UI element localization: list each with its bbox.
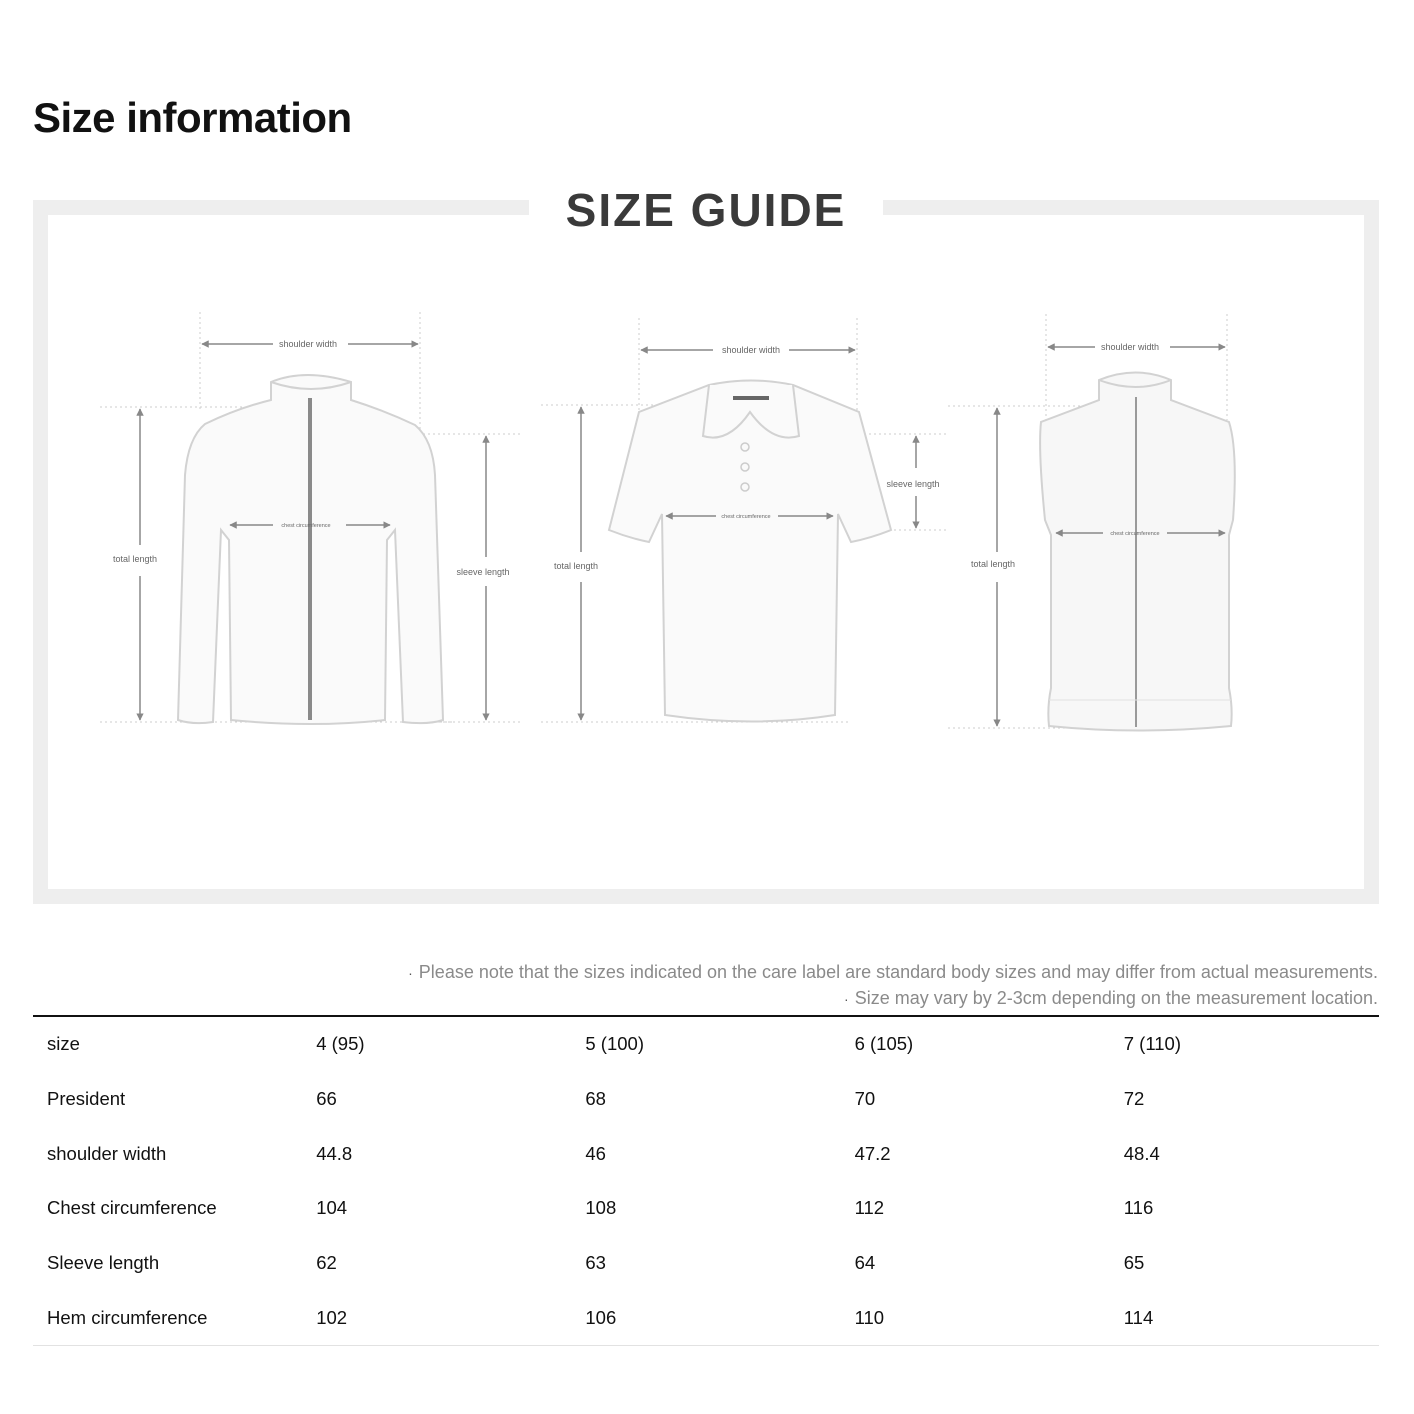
row-label: shoulder width xyxy=(47,1142,167,1164)
note-text: Please note that the sizes indicated on the care label are standard body sizes and may differ from actual measurements. xyxy=(418,962,1378,982)
table-row-sleeve-length xyxy=(33,1236,1379,1291)
row-label: Hem circumference xyxy=(47,1306,208,1328)
table-cell: 47.2 xyxy=(854,1142,891,1164)
table-cell: 7 (110) xyxy=(1123,1033,1181,1055)
row-label: Chest circumference xyxy=(47,1197,217,1219)
table-cell: 62 xyxy=(316,1252,337,1274)
table-cell: 4 (95) xyxy=(316,1033,365,1055)
table-row-shoulder-width xyxy=(33,1126,1379,1181)
jacket-shoulder-label: shoulder width xyxy=(278,339,338,349)
table-row-hem-circumference xyxy=(33,1290,1379,1345)
note-text: Size may vary by 2-3cm depending on the measurement location. xyxy=(854,988,1378,1008)
size-table xyxy=(33,1015,1379,1346)
table-cell: 112 xyxy=(854,1197,885,1219)
table-cell: 106 xyxy=(585,1306,617,1328)
vest-diagram xyxy=(948,314,1235,731)
polo-shoulder-label: shoulder width xyxy=(721,345,781,355)
vest-total-label: total length xyxy=(970,559,1016,569)
note-item: · Please note that the sizes indicated on the care label are standard body sizes and may differ from actual measurements. xyxy=(408,962,1378,982)
table-cell: 110 xyxy=(854,1306,885,1328)
row-label: size xyxy=(47,1033,80,1055)
table-cell: 102 xyxy=(316,1306,348,1328)
table-cell: 72 xyxy=(1123,1088,1145,1110)
vest-outline xyxy=(1040,373,1235,731)
table-cell: 108 xyxy=(585,1197,617,1219)
table-cell: 46 xyxy=(585,1142,606,1164)
polo-chest-label: chest circumference xyxy=(721,514,771,520)
jacket-sleeve-label: sleeve length xyxy=(456,567,510,577)
table-cell: 64 xyxy=(854,1252,876,1274)
jacket-total-label: total length xyxy=(112,554,158,564)
size-guide-illustration xyxy=(33,200,1379,904)
polo-sleeve-label: sleeve length xyxy=(886,479,940,489)
size-guide-frame xyxy=(33,200,1379,904)
vest-chest-label: chest circumference xyxy=(1110,531,1160,537)
table-cell: 65 xyxy=(1123,1252,1145,1274)
table-cell: 116 xyxy=(1123,1197,1154,1219)
table-cell: 44.8 xyxy=(316,1142,353,1164)
page-title: Size information xyxy=(33,94,352,141)
note-item: · Size may vary by 2-3cm depending on the measurement location. xyxy=(844,988,1378,1008)
table-cell: 5 (100) xyxy=(585,1033,644,1055)
jacket-diagram xyxy=(100,312,520,724)
vest-shoulder-label: shoulder width xyxy=(1100,342,1160,352)
polo-outline xyxy=(609,381,891,722)
jacket-chest-label: chest circumference xyxy=(281,523,331,529)
table-cell: 66 xyxy=(316,1088,337,1110)
table-cell: 6 (105) xyxy=(854,1033,914,1055)
polo-total-label: total length xyxy=(553,561,599,571)
table-row-chest-circumference xyxy=(33,1181,1379,1236)
table-cell: 68 xyxy=(585,1088,606,1110)
measurement-notes xyxy=(408,960,1378,1012)
table-cell: 63 xyxy=(585,1252,606,1274)
table-cell: 48.4 xyxy=(1123,1142,1160,1164)
table-row-president xyxy=(33,1072,1379,1127)
table-row-size xyxy=(33,1016,1379,1072)
row-label: President xyxy=(47,1088,126,1110)
polo-diagram xyxy=(541,318,948,722)
table-cell: 70 xyxy=(854,1088,876,1110)
row-label: Sleeve length xyxy=(47,1252,160,1274)
table-cell: 104 xyxy=(316,1197,348,1219)
size-guide-title: SIZE GUIDE xyxy=(529,180,883,240)
table-cell: 114 xyxy=(1123,1306,1154,1328)
